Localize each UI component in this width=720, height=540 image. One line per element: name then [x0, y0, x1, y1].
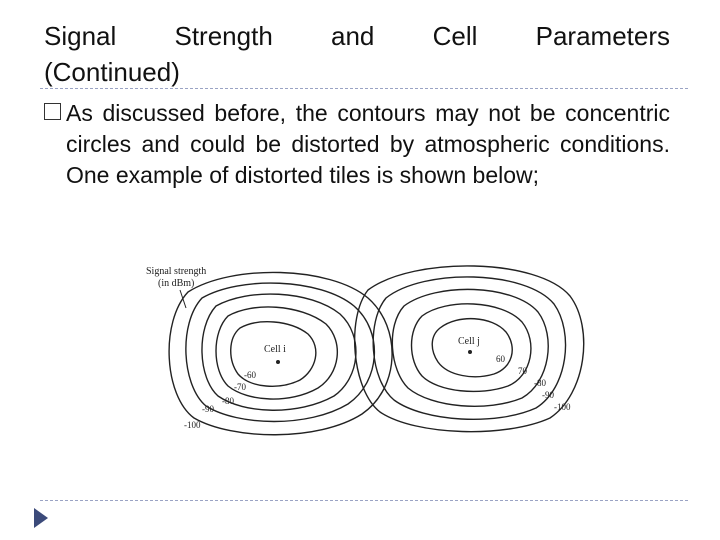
right-contour-80: [392, 289, 548, 406]
cell-j-center: [468, 350, 472, 354]
legend-line1: Signal strength: [146, 266, 207, 277]
left-level-80: -80: [222, 396, 234, 406]
left-level-70: -70: [234, 382, 246, 392]
right-contour-90: [373, 277, 565, 419]
bullet-text: As discussed before, the contours may not be concentric circles and could be distorted by atmospheric conditions. One example of distorted tiles is shown below;: [66, 100, 670, 188]
contour-diagram: [140, 258, 600, 448]
right-contour-70: [412, 304, 531, 392]
slide-title-line1: Signal Strength and Cell Parameters: [44, 21, 670, 51]
cell-j-label: Cell j: [458, 336, 480, 347]
right-level-70: 70: [518, 366, 527, 376]
right-level-60: 60: [496, 354, 505, 364]
slide-title-continued: (Continued): [44, 57, 180, 87]
right-level-80: -80: [534, 378, 546, 388]
right-level-100: -100: [554, 402, 571, 412]
title-divider: [40, 88, 688, 89]
distorted-contours-figure: [140, 258, 600, 453]
left-level-60: -60: [244, 370, 256, 380]
hollow-square-bullet-icon: [44, 103, 61, 120]
left-level-100: -100: [184, 420, 201, 430]
cell-i-center: [276, 360, 280, 364]
right-level-90: -90: [542, 390, 554, 400]
footer-divider: [40, 500, 688, 501]
slide-title: [44, 18, 670, 54]
left-level-90: -90: [202, 404, 214, 414]
bullet-paragraph: [66, 98, 670, 191]
cell-i-label: Cell i: [264, 344, 286, 355]
legend-line2: (in dBm): [158, 278, 195, 289]
contour-lines: [169, 266, 584, 435]
next-slide-arrow-icon[interactable]: [34, 508, 48, 528]
right-contour-60: [432, 319, 512, 377]
